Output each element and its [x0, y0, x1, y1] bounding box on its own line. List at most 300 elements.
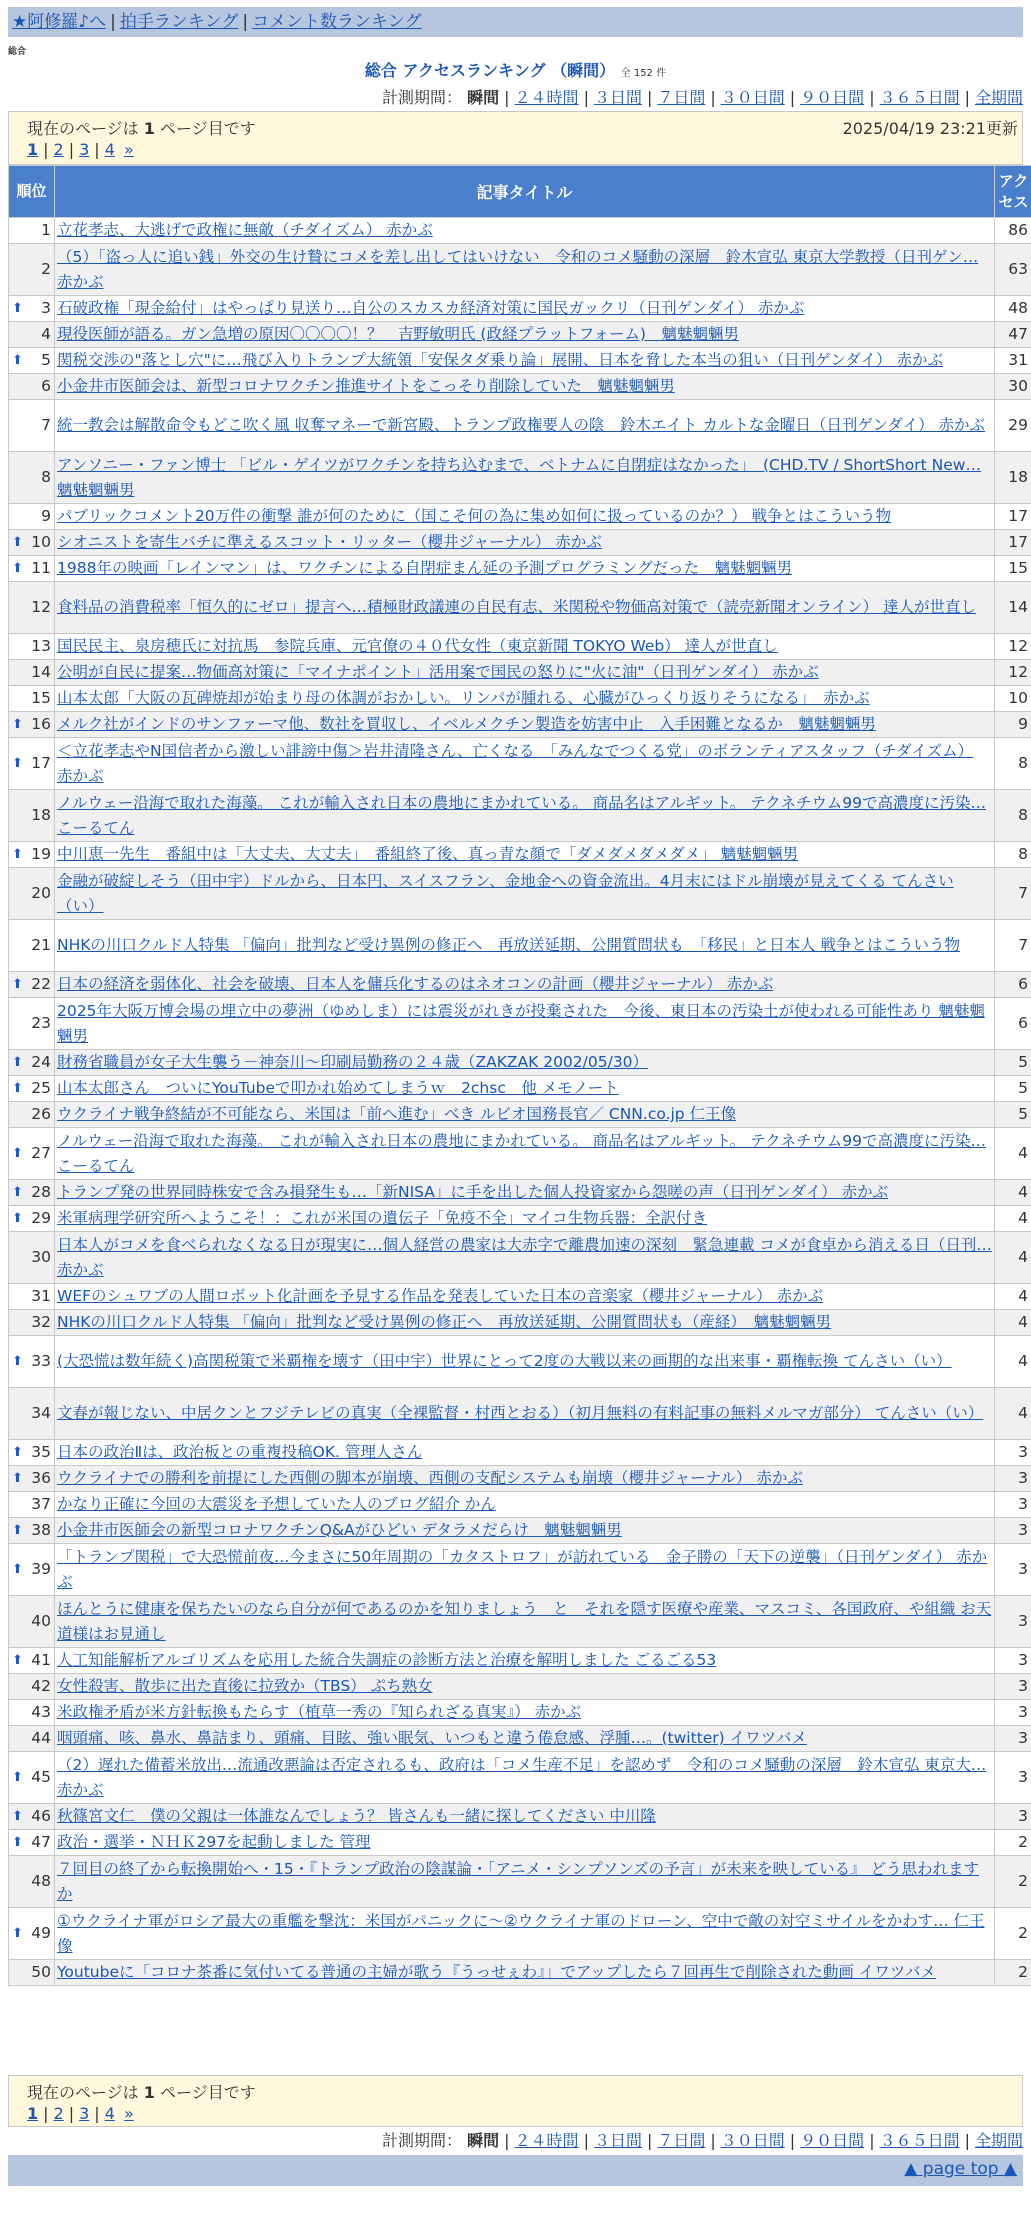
rank-up-arrow-icon: ⬆: [12, 756, 23, 771]
title-cell: [55, 1544, 995, 1596]
table-row: [9, 452, 1031, 504]
access-count: 3: [995, 1440, 1031, 1466]
title-cell: [55, 842, 995, 868]
access-count: 3: [995, 1596, 1031, 1648]
page-status: 現在のページは 1 ページ目です: [27, 119, 256, 138]
count-header: アクセス: [995, 166, 1031, 218]
rank-number: 10: [31, 533, 51, 551]
period-24h-link[interactable]: ２４時間: [514, 88, 579, 107]
rank-number: 14: [31, 663, 51, 681]
title-cell: [55, 556, 995, 582]
rank-cell: [9, 244, 55, 296]
rank-cell: [9, 530, 55, 556]
access-count: 2: [995, 1960, 1031, 1986]
article-title-link[interactable]: NHKの川口クルド人特集 「偏向」批判など受け異例の修正へ 再放送延期、公開質問状も（産経） 魑魅魍魎男: [57, 1313, 832, 1331]
period-all-link[interactable]: 全期間: [974, 2131, 1023, 2150]
period-all-link[interactable]: 全期間: [974, 88, 1023, 107]
rank-number: 48: [31, 1872, 51, 1890]
rank-up-arrow-icon: ⬆: [12, 1354, 23, 1369]
title-cell: [55, 1310, 995, 1336]
article-title-link[interactable]: 日本人がコメを食べられなくなる日が現実に…個人経営の農家は大赤字で離農加速の深刻 緊急連載 コメが食卓から消える日（日刊… 赤かぶ: [57, 1235, 992, 1279]
table-row: [9, 1596, 1031, 1648]
pager-bottom: [8, 2075, 1023, 2127]
rank-cell: [9, 1232, 55, 1284]
rank-cell: [9, 1856, 55, 1908]
article-title-link[interactable]: ７回目の終了から転換開始へ・15・『トランプ政治の陰謀論・「アニメ・シンプソンズの予言」が未来を映している』 どう思われますか: [57, 1859, 980, 1903]
article-title-link[interactable]: 咽頭痛、咳、鼻水、鼻詰まり、頭痛、目眩、強い眠気、いつもと違う倦怠感、浮腫…。(twitter) イワツバメ: [57, 1729, 807, 1747]
rank-cell: [9, 738, 55, 790]
rank-cell: [9, 1180, 55, 1206]
title-cell: [55, 1466, 995, 1492]
table-row: [9, 1466, 1031, 1492]
article-title-link[interactable]: WEFのシュワブの人間ロボット化計画を予見する作品を発表していた日本の音楽家（櫻井ジャーナル） 赤かぶ: [57, 1287, 824, 1305]
rank-up-arrow-icon: ⬆: [12, 1835, 23, 1850]
table-row: [9, 1310, 1031, 1336]
rank-cell: [9, 400, 55, 452]
rank-up-arrow-icon: ⬆: [12, 1185, 23, 1200]
article-title-link[interactable]: 「トランプ関税」で大恐慌前夜…今まさに50年周期の「カタストロフ」が訪れている 金子勝の「天下の逆襲」（日刊ゲンダイ） 赤かぶ: [57, 1547, 988, 1591]
access-count: 3: [995, 1466, 1031, 1492]
rank-cell: [9, 790, 55, 842]
title-cell: [55, 738, 995, 790]
rank-up-arrow-icon: ⬆: [12, 1926, 23, 1941]
article-title-link[interactable]: Youtubeに「コロナ茶番に気付いてる普通の主婦が歌う『うっせぇわ』」でアップしたら７回再生で削除された動画 イワツバメ: [57, 1963, 936, 1981]
title-cell: [55, 218, 995, 244]
table-row: [9, 296, 1031, 322]
access-count: 17: [995, 504, 1031, 530]
rank-number: 50: [31, 1963, 51, 1981]
access-count: 4: [995, 1284, 1031, 1310]
rank-number: 23: [31, 1014, 51, 1032]
rank-up-arrow-icon: ⬆: [12, 977, 23, 992]
title-cell: [55, 1440, 995, 1466]
article-title-link[interactable]: 女性殺害、散歩に出た直後に拉致か（TBS） ぷち熟女: [57, 1677, 433, 1695]
top-nav-bar: [8, 7, 1023, 37]
page-link-3[interactable]: 3: [79, 140, 90, 159]
rank-up-arrow-icon: ⬆: [12, 1055, 23, 1070]
nav-separator: |: [110, 12, 116, 32]
article-title-link[interactable]: 立花孝志、大逃げで政権に無敵（チダイズム） 赤かぶ: [57, 221, 433, 239]
table-row: [9, 842, 1031, 868]
table-row: [9, 322, 1031, 348]
article-title-link[interactable]: ほんとうに健康を保ちたいのなら自分が何であるのかを知りましょう と それを隠す医療や産業、マスコミ、各国政府、や組織 お天道様はお見通し: [57, 1599, 992, 1643]
access-count: 31: [995, 348, 1031, 374]
table-row: [9, 1544, 1031, 1596]
table-row: [9, 582, 1031, 634]
rank-cell: [9, 1518, 55, 1544]
table-row: [9, 1102, 1031, 1128]
rank-cell: [9, 218, 55, 244]
page-links: 1 | 2 | 3 | 4 »: [27, 140, 134, 159]
article-title-link[interactable]: 文春が報じない、中居クンとフジテレビの真実（全裸監督・村西とおる）（初月無料の有料記事の無料メルマガ部分） てんさい（い）: [57, 1404, 984, 1422]
rank-number: 30: [31, 1248, 51, 1266]
table-row: [9, 1076, 1031, 1102]
rank-number: 21: [31, 936, 51, 954]
rank-number: 18: [31, 806, 51, 824]
rank-up-arrow-icon: ⬆: [12, 1653, 23, 1668]
access-count: 12: [995, 634, 1031, 660]
rank-cell: [9, 1648, 55, 1674]
rank-up-arrow-icon: ⬆: [12, 1146, 23, 1161]
rank-number: 27: [31, 1144, 51, 1162]
rank-up-arrow-icon: ⬆: [12, 1770, 23, 1785]
table-row: [9, 556, 1031, 582]
access-count: 3: [995, 1518, 1031, 1544]
article-title-link[interactable]: シオニストを寄生バチに準えるスコット・リッター（櫻井ジャーナル） 赤かぶ: [57, 533, 602, 551]
rank-number: 41: [31, 1651, 51, 1669]
access-count: 30: [995, 374, 1031, 400]
title-cell: [55, 1128, 995, 1180]
rank-number: 3: [41, 299, 51, 317]
article-title-link[interactable]: 日本の政治Ⅱは、政治板との重複投稿OK. 管理人さん: [57, 1443, 423, 1461]
rank-cell: [9, 842, 55, 868]
access-count: 8: [995, 738, 1031, 790]
article-title-link[interactable]: メルク社がインドのサンファーマ他、数社を買収し、イベルメクチン製造を妨害中止 入手困難となるか 魑魅魍魎男: [57, 715, 876, 733]
rank-cell: [9, 1752, 55, 1804]
table-row: [9, 1232, 1031, 1284]
title-cell: [55, 790, 995, 842]
access-count: 14: [995, 582, 1031, 634]
rank-number: 8: [41, 468, 51, 486]
title-cell: [55, 1674, 995, 1700]
rank-cell: [9, 1908, 55, 1960]
rank-number: 7: [41, 416, 51, 434]
rank-number: 15: [31, 689, 51, 707]
article-title-link[interactable]: ＜立花孝志やN国信者から激しい誹謗中傷＞岩井清隆さん、亡くなる 「みんなでつくる党」のボランティアスタッフ（チダイズム） 赤かぶ: [57, 741, 974, 785]
rank-cell: [9, 582, 55, 634]
title-cell: [55, 1596, 995, 1648]
access-count: 3: [995, 1648, 1031, 1674]
rank-number: 47: [31, 1833, 51, 1851]
rank-number: 1: [41, 221, 51, 239]
table-row: [9, 686, 1031, 712]
rank-number: 5: [41, 351, 51, 369]
rank-up-arrow-icon: ⬆: [12, 535, 23, 550]
page-link-current[interactable]: 1: [27, 140, 39, 159]
rank-number: 46: [31, 1807, 51, 1825]
article-title-link[interactable]: アンソニー・ファン博士 「ビル・ゲイツがワクチンを持ち込むまで、ベトナムに自閉症はなかった」 (CHD.TV / ShortShort New… 魑魅魍魎男: [57, 455, 981, 499]
title-cell: [55, 244, 995, 296]
table-row: [9, 374, 1031, 400]
title-cell: [55, 1076, 995, 1102]
article-title-link[interactable]: （2）遅れた備蓄米放出…流通改悪論は否定されるも、政府は「コメ生産不足」を認めず 令和のコメ騒動の深層 鈴木宣弘 東京大… 赤かぶ: [57, 1755, 987, 1799]
article-title-link[interactable]: 小金井市医師会は、新型コロナワクチン推進サイトをこっそり削除していた 魑魅魍魎男: [57, 377, 675, 395]
rank-up-arrow-icon: ⬆: [12, 1081, 23, 1096]
period-365d-link[interactable]: ３６５日間: [879, 2131, 960, 2150]
table-row: [9, 1492, 1031, 1518]
rank-up-arrow-icon: ⬆: [12, 301, 23, 316]
access-count: 7: [995, 920, 1031, 972]
article-title-link[interactable]: 国民民主、泉房穂氏に対抗馬 参院兵庫、元官僚の４０代女性（東京新聞 TOKYO Web） 達人が世直し: [57, 637, 778, 655]
access-count: 3: [995, 1674, 1031, 1700]
rank-cell: [9, 972, 55, 998]
article-title-link[interactable]: ①ウクライナ軍がロシア最大の重艦を撃沈：米国がパニックに～②ウクライナ軍のドローン、空中で敵の対空ミサイルをかわす… 仁王像: [57, 1911, 985, 1955]
rank-cell: [9, 348, 55, 374]
table-row: [9, 868, 1031, 920]
title-cell: [55, 322, 995, 348]
page-status: 現在のページは 1 ページ目です: [27, 2083, 256, 2102]
rank-number: 6: [41, 377, 51, 395]
title-cell: [55, 530, 995, 556]
access-count: 12: [995, 660, 1031, 686]
article-title-link[interactable]: 中川恵一先生 番組中は「大丈夫、大丈夫」 番組終了後、真っ青な顔で「ダメダメダメダメ」 魑魅魍魎男: [57, 845, 799, 863]
rank-number: 12: [31, 598, 51, 616]
rank-cell: [9, 504, 55, 530]
period-90d-link[interactable]: ９０日間: [800, 2131, 865, 2150]
period-current: 瞬間: [467, 2131, 500, 2150]
table-row: [9, 1388, 1031, 1440]
title-cell: [55, 1960, 995, 1986]
rank-up-arrow-icon: ⬆: [12, 1562, 23, 1577]
article-title-link[interactable]: 山本太郎さん ついにYouTubeで叩かれ始めてしまうｗ 2chsc 他 メモノート: [57, 1079, 619, 1097]
rank-cell: [9, 1492, 55, 1518]
article-title-link[interactable]: 米政権矛盾が米方針転換もたらす（植草一秀の『知られざる真実』） 赤かぶ: [57, 1703, 582, 1721]
rank-number: 22: [31, 975, 51, 993]
rank-number: 31: [31, 1287, 51, 1305]
rank-number: 16: [31, 715, 51, 733]
article-title-link[interactable]: 山本太郎「大阪の瓦碑焼却が始まり母の体調がおかしい。リンパが腫れる、心臓がひっくり返りそうになる」 赤かぶ: [57, 689, 870, 707]
access-count: 4: [995, 1180, 1031, 1206]
title-cell: [55, 1050, 995, 1076]
bottom-bar: [8, 2155, 1023, 2186]
article-title-link[interactable]: 人工知能解析アルゴリズムを応用した統合失調症の診断方法と治療を解明しました ごるごる53: [57, 1651, 717, 1669]
rank-number: 17: [31, 754, 51, 772]
table-row: [9, 1336, 1031, 1388]
rank-number: 11: [31, 559, 51, 577]
rank-number: 2: [41, 260, 51, 278]
title-cell: [55, 712, 995, 738]
title-cell: [55, 1700, 995, 1726]
access-count: 4: [995, 1310, 1031, 1336]
rank-up-arrow-icon: ⬆: [12, 847, 23, 862]
rank-up-arrow-icon: ⬆: [12, 561, 23, 576]
rank-number: 32: [31, 1313, 51, 1331]
access-count: 15: [995, 556, 1031, 582]
rank-number: 49: [31, 1924, 51, 1942]
article-title-link[interactable]: 財務省職員が女子大生襲う－神奈川～印刷局勤務の２４歳（ZAKZAK 2002/05/30）: [57, 1053, 649, 1071]
access-count: 3: [995, 1544, 1031, 1596]
access-count: 6: [995, 972, 1031, 998]
table-row: [9, 218, 1031, 244]
title-cell: [55, 296, 995, 322]
rank-cell: [9, 920, 55, 972]
table-row: [9, 1908, 1031, 1960]
rank-number: 26: [31, 1105, 51, 1123]
nav-separator: |: [242, 12, 249, 32]
title-cell: [55, 998, 995, 1050]
article-title-link[interactable]: ノルウェー沿海で取れた海藻。 これが輸入され日本の農地にまかれている。 商品名はアルギット。 テクネチウム99で高濃度に汚染… こーるてん: [57, 793, 987, 837]
table-row: [9, 660, 1031, 686]
rank-number: 28: [31, 1183, 51, 1201]
rank-number: 24: [31, 1053, 51, 1071]
access-count: 29: [995, 400, 1031, 452]
page-link-current[interactable]: 1: [27, 2104, 39, 2123]
table-row: [9, 998, 1031, 1050]
title-cell: [55, 920, 995, 972]
title-cell: [55, 1648, 995, 1674]
period-365d-link[interactable]: ３６５日間: [879, 88, 960, 107]
page-top-link[interactable]: ▲ page top ▲: [904, 2159, 1017, 2179]
table-row: [9, 348, 1031, 374]
article-title-link[interactable]: 政治・選挙・ＮＨＫ297を起動しました 管理: [57, 1833, 371, 1851]
title-cell: [55, 1752, 995, 1804]
next-page-link[interactable]: »: [123, 140, 134, 159]
title-cell: [55, 1518, 995, 1544]
article-title-link[interactable]: 秋篠宮文仁 僕の父親は一体誰なんでしょう？ 皆さんも一緒に探してください 中川隆: [57, 1807, 656, 1825]
table-row: [9, 1700, 1031, 1726]
period-current: 瞬間: [467, 88, 500, 107]
title-cell: [55, 1232, 995, 1284]
article-title-link[interactable]: 1988年の映画「レインマン」は、ワクチンによる自閉症まん延の予測プログラミングだった 魑魅魍魎男: [57, 559, 793, 577]
article-title-link[interactable]: 食料品の消費税率「恒久的にゼロ」提言へ…積極財政議連の自民有志、米関税や物価高対策で（読売新聞オンライン） 達人が世直し: [57, 598, 976, 616]
article-title-link[interactable]: 日本の経済を弱体化、社会を破壊、日本人を傭兵化するのはネオコンの計画（櫻井ジャーナル） 赤かぶ: [57, 975, 774, 993]
rank-number: 38: [31, 1521, 51, 1539]
access-count: 5: [995, 1102, 1031, 1128]
table-row: [9, 1752, 1031, 1804]
period-7d-link[interactable]: ７日間: [657, 2131, 706, 2150]
title-cell: [55, 1492, 995, 1518]
page-link-4[interactable]: 4: [104, 2104, 115, 2123]
page-link-2[interactable]: 2: [53, 2104, 64, 2123]
period-90d-link[interactable]: ９０日間: [800, 88, 865, 107]
table-row: [9, 738, 1031, 790]
article-title-link[interactable]: NHKの川口クルド人特集 「偏向」批判など受け異例の修正へ 再放送延期、公開質問状も 「移民」と日本人 戦争とはこういう物: [57, 936, 961, 954]
rank-cell: [9, 1544, 55, 1596]
rank-number: 39: [31, 1560, 51, 1578]
title-cell: [55, 452, 995, 504]
access-count: 4: [995, 1128, 1031, 1180]
rank-up-arrow-icon: ⬆: [12, 1523, 23, 1538]
title-header: 記事タイトル: [55, 166, 995, 218]
rank-cell: [9, 1726, 55, 1752]
period-3d-link[interactable]: ３日間: [593, 2131, 642, 2150]
title-cell: [55, 1336, 995, 1388]
period-24h-link[interactable]: ２４時間: [514, 2131, 579, 2150]
rank-cell: [9, 1804, 55, 1830]
access-count: 5: [995, 1050, 1031, 1076]
article-title-link[interactable]: 小金井市医師会の新型コロナワクチンQ&Aがひどい デタラメだらけ 魑魅魍魎男: [57, 1521, 622, 1539]
rank-number: 44: [31, 1729, 51, 1747]
rank-cell: [9, 1284, 55, 1310]
table-row: [9, 712, 1031, 738]
title-cell: [55, 1180, 995, 1206]
article-title-link[interactable]: (大恐慌は数年続く)高関税策で米覇権を壊す（田中宇）世界にとって2度の大戦以来の画期的な出来事・覇権転換 てんさい（い）: [57, 1352, 952, 1370]
rank-number: 40: [31, 1612, 51, 1630]
rank-cell: [9, 1700, 55, 1726]
page-link-3[interactable]: 3: [79, 2104, 90, 2123]
access-count: 2: [995, 1908, 1031, 1960]
rank-cell: [9, 660, 55, 686]
rank-number: 33: [31, 1352, 51, 1370]
rank-number: 29: [31, 1209, 51, 1227]
rank-cell: [9, 322, 55, 348]
article-title-link[interactable]: （5）「盗っ人に追い銭」外交の生け贄にコメを差し出してはいけない 令和のコメ騒動の深層 鈴木宣弘 東京大学教授（日刊ゲン… 赤かぶ: [57, 247, 979, 291]
table-row: [9, 1050, 1031, 1076]
section-label: 総合: [8, 47, 27, 57]
table-row: [9, 972, 1031, 998]
article-title-link[interactable]: ウクライナでの勝利を前提にした西側の脚本が崩壊、西側の支配システムも崩壊（櫻井ジャーナル） 赤かぶ: [57, 1469, 803, 1487]
article-title-link[interactable]: 石破政権「現金給付」はやっぱり見送り…自公のスカスカ経済対策に国民ガックリ（日刊ゲンダイ） 赤かぶ: [57, 299, 805, 317]
rank-number: 42: [31, 1677, 51, 1695]
rank-up-arrow-icon: ⬆: [12, 717, 23, 732]
period-7d-link[interactable]: ７日間: [657, 88, 706, 107]
comment-ranking-link[interactable]: コメント数ランキング: [252, 12, 422, 32]
title-cell: [55, 868, 995, 920]
period-30d-link[interactable]: ３０日間: [720, 2131, 785, 2150]
access-count: 86: [995, 218, 1031, 244]
rank-up-arrow-icon: ⬆: [12, 1809, 23, 1824]
access-count: 4: [995, 1232, 1031, 1284]
article-title-link[interactable]: 関税交渉の"落とし穴"に…飛び入りトランプ大統領「安保タダ乗り論」展開、日本を脅した本当の狙い（日刊ゲンダイ） 赤かぶ: [57, 351, 943, 369]
article-title-link[interactable]: 公明が自民に提案…物価高対策に「マイナポイント」活用案で国民の怒りに"火に油"（日刊ゲンダイ） 赤かぶ: [57, 663, 819, 681]
rank-cell: [9, 712, 55, 738]
next-page-link[interactable]: »: [123, 2104, 134, 2123]
access-count: 63: [995, 244, 1031, 296]
article-title-link[interactable]: 現役医師が語る。ガン急増の原因〇〇〇〇！？ 吉野敏明氏 (政経プラットフォーム) 魑魅魍魎男: [57, 325, 739, 343]
article-title-link[interactable]: 2025年大阪万博会場の埋立中の夢洲（ゆめしま）には震災がれきが投棄された 今後、東日本の汚染土が使われる可能性あり 魑魅魍魎男: [57, 1001, 985, 1045]
access-count: 10: [995, 686, 1031, 712]
article-title-link[interactable]: ノルウェー沿海で取れた海藻。 これが輸入され日本の農地にまかれている。 商品名はアルギット。 テクネチウム99で高濃度に汚染… こーるてん: [57, 1131, 987, 1175]
access-count: 3: [995, 1700, 1031, 1726]
title-cell: [55, 1284, 995, 1310]
article-title-link[interactable]: パブリックコメント20万件の衝撃 誰が何のために（国こそ何の為に集め如何に扱っているのか？） 戦争とはこういう物: [57, 507, 892, 525]
table-row: [9, 1804, 1031, 1830]
table-row: [9, 1180, 1031, 1206]
table-row: [9, 1674, 1031, 1700]
rank-header: 順位: [9, 166, 55, 218]
rank-cell: [9, 686, 55, 712]
access-count: 2: [995, 1830, 1031, 1856]
page-link-2[interactable]: 2: [53, 140, 64, 159]
table-row: [9, 790, 1031, 842]
title-cell: [55, 348, 995, 374]
page-link-4[interactable]: 4: [104, 140, 115, 159]
table-row: [9, 1726, 1031, 1752]
ranking-heading: [0, 58, 1031, 81]
clap-ranking-link[interactable]: 拍手ランキング: [119, 12, 239, 32]
table-row: [9, 504, 1031, 530]
article-title-link[interactable]: 統一教会は解散命令もどこ吹く風 収奪マネーで新宮殿、トランプ政権要人の陰 鈴木エイト カルトな金曜日（日刊ゲンダイ） 赤かぶ: [57, 416, 986, 434]
period-3d-link[interactable]: ３日間: [593, 88, 642, 107]
access-count: 6: [995, 998, 1031, 1050]
table-row: [9, 244, 1031, 296]
rank-cell: [9, 1076, 55, 1102]
access-count: 8: [995, 842, 1031, 868]
pager-top: [8, 111, 1023, 165]
article-title-link[interactable]: ウクライナ戦争終結が不可能なら、米国は「前へ進む」べき ルビオ国務長官／ CNN.co.jp 仁王像: [57, 1105, 737, 1123]
article-title-link[interactable]: トランプ発の世界同時株安で含み損発生も…「新NISA」に手を出した個人投資家から怨嗟の声（日刊ゲンダイ） 赤かぶ: [57, 1183, 889, 1201]
rank-number: 9: [41, 507, 51, 525]
rank-cell: [9, 1960, 55, 1986]
access-count: 2: [995, 1856, 1031, 1908]
article-title-link[interactable]: 米軍病理学研究所へようこそ！：これが米国の遺伝子「免疫不全」マイコ生物兵器：全訳付き: [57, 1209, 708, 1227]
rank-cell: [9, 1050, 55, 1076]
title-cell: [55, 400, 995, 452]
article-title-link[interactable]: 金融が破綻しそう（田中宇）ドルから、日本円、スイスフラン、金地金への資金流出。4月末にはドル崩壊が見えてくる てんさい（い）: [57, 871, 954, 915]
rank-number: 37: [31, 1495, 51, 1513]
period-30d-link[interactable]: ３０日間: [720, 88, 785, 107]
access-count: 48: [995, 296, 1031, 322]
access-count: 3: [995, 1726, 1031, 1752]
access-count: 17: [995, 530, 1031, 556]
rank-cell: [9, 1830, 55, 1856]
rank-number: 4: [41, 325, 51, 343]
article-title-link[interactable]: かなり正確に今回の大震災を予想していた人のブログ紹介 かん: [57, 1495, 496, 1513]
rank-up-arrow-icon: ⬆: [12, 1471, 23, 1486]
asyura-home-link[interactable]: ★阿修羅♪へ: [12, 12, 107, 32]
table-row: [9, 1128, 1031, 1180]
rank-cell: [9, 1440, 55, 1466]
